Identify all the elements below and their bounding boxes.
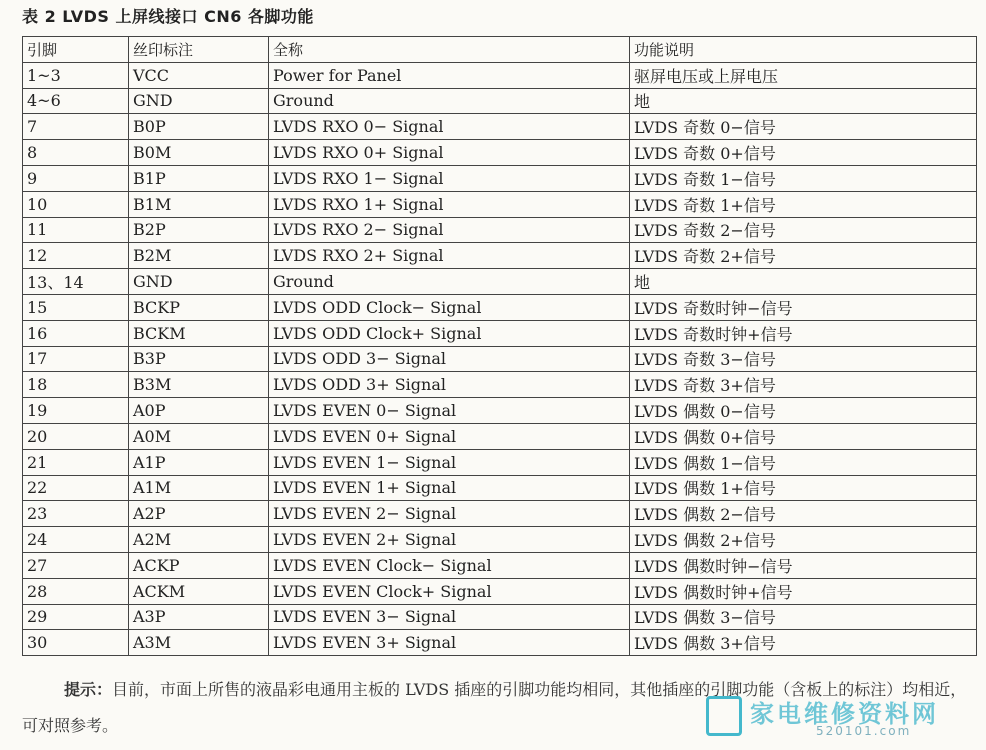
cell-full-name: LVDS RXO 1− Signal <box>269 165 630 191</box>
cell-silkscreen: ACKM <box>129 578 269 604</box>
cell-silkscreen: A1M <box>129 475 269 501</box>
cell-pin: 19 <box>23 398 129 424</box>
cell-silkscreen: BCKM <box>129 320 269 346</box>
cell-silkscreen: B3M <box>129 372 269 398</box>
cell-pin: 22 <box>23 475 129 501</box>
table-row <box>23 604 977 630</box>
cell-full-name: LVDS ODD 3− Signal <box>269 346 630 372</box>
cell-function: LVDS 奇数 3−信号 <box>630 346 977 372</box>
logo-text: 家电维修资料网 <box>750 700 939 728</box>
cell-pin: 12 <box>23 243 129 269</box>
pin-function-table <box>22 36 977 656</box>
table-row <box>23 88 977 114</box>
cell-pin: 20 <box>23 423 129 449</box>
table-row <box>23 578 977 604</box>
cell-function: LVDS 奇数 1−信号 <box>630 165 977 191</box>
cell-full-name: LVDS RXO 2− Signal <box>269 217 630 243</box>
note-text: 目前，市面上所售的液晶彩电通用主板的 LVDS 插座的引脚功能均相同，其他插座的引脚功能（含板上的标注）均相近，可对照参考。 <box>22 680 967 735</box>
cell-pin: 27 <box>23 552 129 578</box>
table-row <box>23 346 977 372</box>
table-row <box>23 294 977 320</box>
cell-pin: 18 <box>23 372 129 398</box>
cell-pin: 28 <box>23 578 129 604</box>
cell-full-name: LVDS RXO 1+ Signal <box>269 191 630 217</box>
cell-silkscreen: A3P <box>129 604 269 630</box>
table-row <box>23 552 977 578</box>
cell-pin: 11 <box>23 217 129 243</box>
cell-pin: 15 <box>23 294 129 320</box>
table-row <box>23 140 977 166</box>
cell-function: LVDS 奇数 1+信号 <box>630 191 977 217</box>
cell-full-name: LVDS EVEN 0+ Signal <box>269 423 630 449</box>
cell-full-name: LVDS EVEN 0− Signal <box>269 398 630 424</box>
header-pin: 引脚 <box>23 37 129 63</box>
table-row <box>23 62 977 88</box>
cell-silkscreen: B1P <box>129 165 269 191</box>
cell-pin: 29 <box>23 604 129 630</box>
cell-silkscreen: B0M <box>129 140 269 166</box>
note-label: 提示： <box>64 680 113 699</box>
cell-silkscreen: B3P <box>129 346 269 372</box>
cell-silkscreen: B2P <box>129 217 269 243</box>
header-full-name: 全称 <box>269 37 630 63</box>
cell-function: LVDS 偶数 3−信号 <box>630 604 977 630</box>
cell-pin: 8 <box>23 140 129 166</box>
cell-silkscreen: A1P <box>129 449 269 475</box>
table-row <box>23 243 977 269</box>
site-logo <box>706 694 976 742</box>
table-row <box>23 269 977 295</box>
cell-silkscreen: A2M <box>129 527 269 553</box>
cell-pin: 4~6 <box>23 88 129 114</box>
cell-function: LVDS 奇数 0+信号 <box>630 140 977 166</box>
cell-full-name: LVDS EVEN 3− Signal <box>269 604 630 630</box>
cell-function: LVDS 奇数 2+信号 <box>630 243 977 269</box>
cell-function: LVDS 偶数 2−信号 <box>630 501 977 527</box>
table-row <box>23 475 977 501</box>
cell-pin: 1~3 <box>23 62 129 88</box>
table-row <box>23 217 977 243</box>
cell-silkscreen: B0P <box>129 114 269 140</box>
cell-full-name: LVDS ODD Clock+ Signal <box>269 320 630 346</box>
table-row <box>23 423 977 449</box>
cell-full-name: Ground <box>269 269 630 295</box>
cell-function: 地 <box>630 88 977 114</box>
cell-function: LVDS 奇数时钟−信号 <box>630 294 977 320</box>
table-row <box>23 320 977 346</box>
cell-function: LVDS 偶数时钟−信号 <box>630 552 977 578</box>
table-row <box>23 191 977 217</box>
header-silkscreen: 丝印标注 <box>129 37 269 63</box>
cell-full-name: LVDS RXO 0+ Signal <box>269 140 630 166</box>
cell-pin: 24 <box>23 527 129 553</box>
cell-silkscreen: B1M <box>129 191 269 217</box>
cell-pin: 9 <box>23 165 129 191</box>
cell-silkscreen: A0M <box>129 423 269 449</box>
cell-silkscreen: A3M <box>129 630 269 656</box>
cell-pin: 30 <box>23 630 129 656</box>
cell-pin: 16 <box>23 320 129 346</box>
cell-pin: 10 <box>23 191 129 217</box>
table-row <box>23 114 977 140</box>
cell-full-name: LVDS ODD 3+ Signal <box>269 372 630 398</box>
cell-full-name: LVDS EVEN 2+ Signal <box>269 527 630 553</box>
header-function: 功能说明 <box>630 37 977 63</box>
cell-function: LVDS 偶数 2+信号 <box>630 527 977 553</box>
cell-full-name: LVDS EVEN 1+ Signal <box>269 475 630 501</box>
cell-pin: 7 <box>23 114 129 140</box>
cell-silkscreen: A0P <box>129 398 269 424</box>
cell-pin: 21 <box>23 449 129 475</box>
cell-function: LVDS 奇数时钟+信号 <box>630 320 977 346</box>
cell-full-name: LVDS EVEN Clock+ Signal <box>269 578 630 604</box>
cell-function: LVDS 偶数 0+信号 <box>630 423 977 449</box>
table-title: 表 2 LVDS 上屏线接口 CN6 各脚功能 <box>22 7 314 26</box>
cell-full-name: LVDS ODD Clock− Signal <box>269 294 630 320</box>
cell-function: LVDS 奇数 0−信号 <box>630 114 977 140</box>
logo-url: 520101.com <box>816 724 912 738</box>
cell-function: 驱屏电压或上屏电压 <box>630 62 977 88</box>
cell-full-name: LVDS EVEN 1− Signal <box>269 449 630 475</box>
table-row <box>23 630 977 656</box>
cell-silkscreen: GND <box>129 88 269 114</box>
table-row <box>23 372 977 398</box>
table-row <box>23 165 977 191</box>
cell-full-name: LVDS EVEN 2− Signal <box>269 501 630 527</box>
cell-silkscreen: GND <box>129 269 269 295</box>
cell-full-name: LVDS RXO 0− Signal <box>269 114 630 140</box>
cell-function: LVDS 偶数 3+信号 <box>630 630 977 656</box>
table-row <box>23 398 977 424</box>
cell-function: LVDS 偶数 1−信号 <box>630 449 977 475</box>
cell-silkscreen: VCC <box>129 62 269 88</box>
cell-silkscreen: A2P <box>129 501 269 527</box>
cell-full-name: LVDS RXO 2+ Signal <box>269 243 630 269</box>
cell-function: LVDS 偶数 1+信号 <box>630 475 977 501</box>
cell-silkscreen: B2M <box>129 243 269 269</box>
cell-silkscreen: BCKP <box>129 294 269 320</box>
cell-pin: 23 <box>23 501 129 527</box>
cell-function: 地 <box>630 269 977 295</box>
cell-pin: 17 <box>23 346 129 372</box>
cell-full-name: LVDS EVEN Clock− Signal <box>269 552 630 578</box>
cell-full-name: Power for Panel <box>269 62 630 88</box>
cell-function: LVDS 奇数 3+信号 <box>630 372 977 398</box>
table-row <box>23 449 977 475</box>
cell-full-name: Ground <box>269 88 630 114</box>
cell-function: LVDS 偶数 0−信号 <box>630 398 977 424</box>
cell-full-name: LVDS EVEN 3+ Signal <box>269 630 630 656</box>
logo-icon <box>706 696 742 736</box>
cell-function: LVDS 偶数时钟+信号 <box>630 578 977 604</box>
table-row <box>23 527 977 553</box>
cell-pin: 13、14 <box>23 269 129 295</box>
table-header-row <box>23 37 977 63</box>
cell-function: LVDS 奇数 2−信号 <box>630 217 977 243</box>
table-row <box>23 501 977 527</box>
cell-silkscreen: ACKP <box>129 552 269 578</box>
